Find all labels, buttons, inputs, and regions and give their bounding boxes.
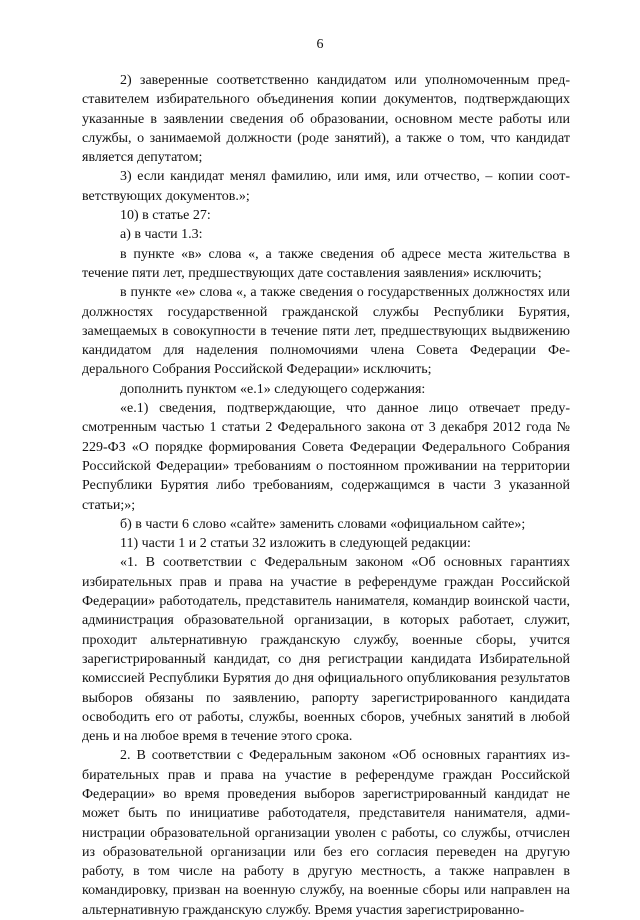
page-number: 6 [316,37,324,52]
paragraph-item-3-name-change: 3) если кандидат менял фамилию, или имя, или отчество, – копии соответствующих документов.»; [82,169,570,204]
paragraph-article-32-part-1: «1. В соответствии с Федеральным законом «Об основных гарантиях избирательных прав и права на участие в референдуме граждан Российской Федерации» работодатель, представитель нанимателя, командир воинской части, администрация образовательной организации, в которых работает, служит, проходит альтернативную гражданскую службу, военные сборы, учится зарегистрированный кандидат, со дня регистрации кандидата Избирательной комиссией Республики Бурятия до дня официального опубликования результатов выборов обязаны по заявлению, рапорту зарегистрированного кандидата освободить его от работы, службы, военных сборов, учебных занятий в любой день и на любое время в течение этого срока. [82,555,570,745]
paragraph-point-e1-text: «е.1) сведения, подтверждающие, что данное лицо отвечает предусмотренным частью 1 статьи 2 Федерального закона от 3 декабря 2012 года № 229-ФЗ «О порядке формирования Совета Федерации Федерального Собрания Российской Федерации» требованиям о постоянном проживании на территории Республики Бурятия либо требованиям, содержащимся в части 3 указанной статьи;»; [82,401,570,513]
paragraph-point-e-amendment: в пункте «е» слова «, а также сведения о государственных должностях или должностях государственной гражданской службы Республики Бурятия, замещаемых в совокупности в течение пяти лет, предшествующих выдвижению кандидатом для наделения полномочиями члена Совета Федерации Федерального Собрания Российской Федерации» исключить; [82,285,570,378]
paragraph-article-32-part-2: 2. В соответствии с Федеральным законом «Об основных гарантиях избирательных прав и права на участие в референдуме граждан Российской Федерации» во время проведения выборов зарегистрированный кандидат не может быть по инициативе работодателя, представителя нанимателя, администрации образовательной организации уволен с работы, со службы, отчислен из образовательной организации или без его согласия переведен на другую работу, в том числе на работу в другую местность, а также направлен в командировку, призван на военную службу, на военные сборы или направлен на альтернативную гражданскую службу. Время участия зарегистрированно- [82,748,570,918]
paragraph-item-10-article-27: 10) в статье 27: [120,208,211,224]
paragraph-point-v-amendment: в пункте «в» слова «, а также сведения об адресе места жительства в течение пяти лет, предшествующих дате составления заявления» исключить; [82,246,570,281]
paragraph-item-2-certified-copies: 2) заверенные соответственно кандидатом или уполномоченным представителем избирательного объединения копии документов, подтверждающих указанные в заявлении сведения об образовании, основном месте работы или службы, о занимаемой должности (роде занятий), а также о том, что кандидат является депутатом; [82,73,570,166]
paragraph-item-11-article-32: 11) части 1 и 2 статьи 32 изложить в следующей редакции: [120,536,471,552]
document-body [82,71,570,920]
paragraph-subitem-a-part-1-3: а) в части 1.3: [120,227,203,243]
paragraph-add-point-e1: дополнить пунктом «е.1» следующего содержания: [120,381,426,397]
paragraph-subitem-b-part-6: б) в части 6 слово «сайте» заменить словами «официальном сайте»; [120,516,526,532]
